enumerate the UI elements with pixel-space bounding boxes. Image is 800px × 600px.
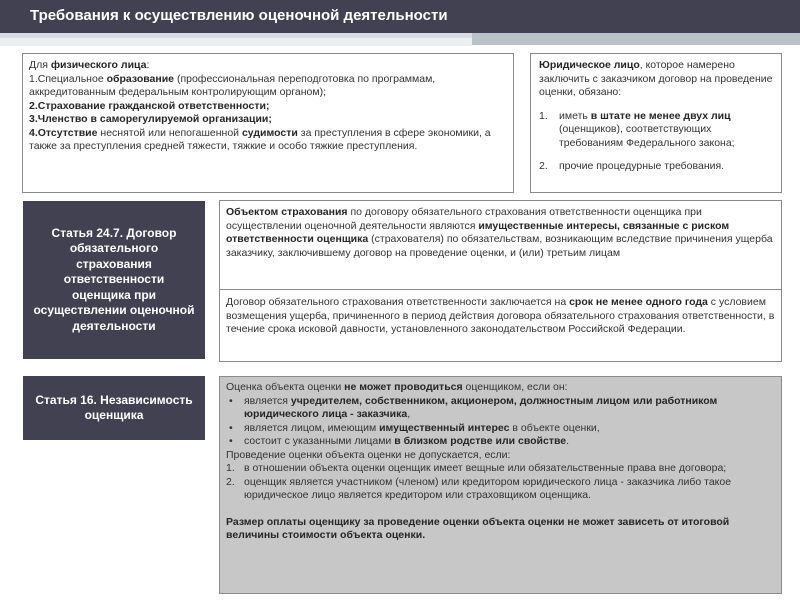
list-item: 1. в отношении объекта оценки оценщик имеет вещные или обязательственные права вне договора; [226, 462, 727, 474]
legal-requirements-list [539, 110, 773, 174]
spacer [226, 503, 775, 516]
physical-item-education: 1.Специальное образование (профессиональная переподготовка по программам, аккредитованным федеральным контролирующим органом); [29, 72, 436, 98]
list-item: 1. иметь в штате не менее двух лиц (оценщиков), соответствующих требованиям Федерального закона; [539, 109, 735, 149]
header-accent-stripe-right [472, 33, 800, 45]
physical-intro: Для физического лица: [29, 59, 150, 71]
header-bar [0, 0, 800, 33]
insurance-object-description: Объектом страхования по договору обязательного страхования ответственности оценщика при осуществлении оценочной деятельности являются имущественные интересы, связанные с риском ответственности оценщика (страхователя) по обязательствам, возникающим вследствие причинения ущерба заказчику, заключившему договор на проведение оценки, и (или) третьим лицам [219, 200, 782, 290]
prohibited-intro: Проведение оценки объекта оценки не допускается, если: [226, 448, 511, 461]
list-item: • состоит с указанными лицами в близком родстве или свойстве. [229, 435, 570, 447]
physical-item-membership: 3.Членство в саморегулируемой организации; [29, 113, 272, 125]
article-24-7-label: Статья 24.7. Договор обязательного страхования ответственности оценщика при осуществлении оценочной деятельности [23, 201, 205, 359]
list-item: • является лицом, имеющим имущественный интерес в объекте оценки, [229, 421, 600, 434]
bullet-icon: • [229, 421, 233, 434]
article-16-label: Статья 16. Независимость оценщика [23, 376, 205, 440]
insurance-contract-term: Договор обязательного страхования ответственности заключается на срок не менее одного года с условием возмещения ущерба, причиненного в период действия договора обязательного страхования ответственности, в течение срока исковой давности, установленного законодательством Российской Федерации. [219, 289, 782, 362]
list-item: 2. оценщик является участником (членом) или кредитором юридического лица - заказчика либо такое юридическое лицо является кредитором или страховщиком оценщика. [226, 475, 732, 501]
independence-intro: Оценка объекта оценки не может проводиться оценщиком, если он: [226, 381, 568, 393]
list-item: 2. прочие процедурные требования. [539, 160, 725, 172]
legal-intro: Юридическое лицо, которое намерено заключить с заказчиком договор на проведение оценки, обязано: [539, 59, 773, 98]
page-title: Требования к осуществлению оценочной деятельности [30, 7, 448, 24]
physical-item-criminal-record: 4.Отсутствие неснятой или непогашенной судимости за преступления в сфере экономики, а также за преступления средней тяжести, тяжкие и особо тяжкие преступления. [29, 126, 491, 152]
list-item: • является учредителем, собственником, акционером, должностным лицом или работником юридического лица - заказчика, [229, 394, 718, 420]
physical-item-insurance: 2.Страхование гражданской ответственности; [29, 99, 270, 112]
legal-entity-requirements [530, 53, 782, 193]
appraiser-independence-details [219, 376, 782, 594]
header-accent-stripe-light [0, 38, 472, 46]
bullet-icon: • [229, 435, 233, 447]
payment-statement: Размер оплаты оценщику за проведение оценки объекта оценки не может зависеть от итоговой величины стоимости объекта оценки. [226, 515, 730, 541]
bullet-icon: • [229, 394, 233, 407]
physical-person-requirements [22, 53, 514, 193]
